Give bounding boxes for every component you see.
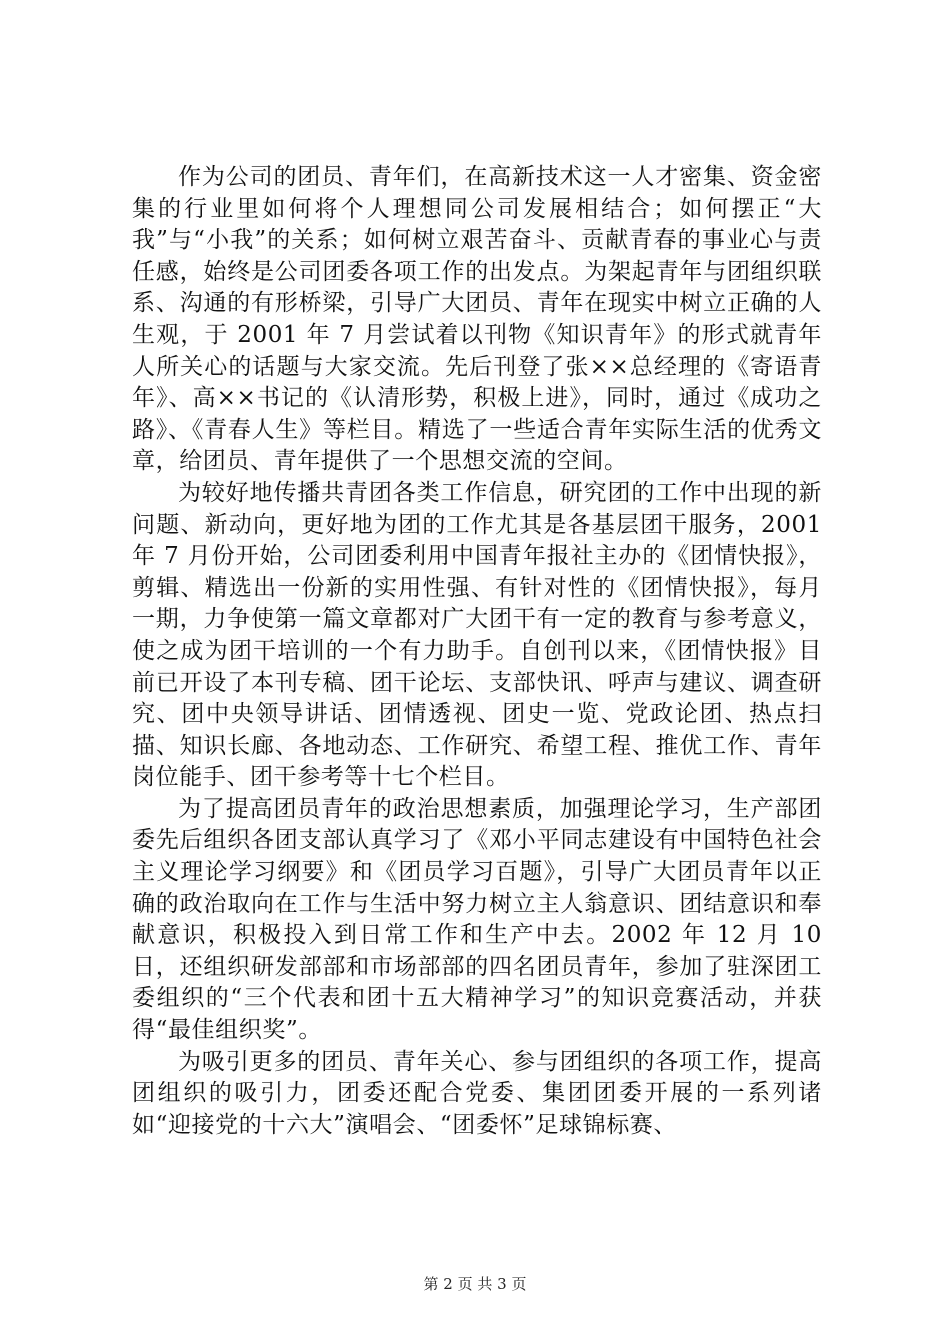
paragraph-1: 作为公司的团员、青年们，在高新技术这一人才密集、资金密集的行业里如何将个人理想同公司发展相结合；如何摆正“大我”与“小我”的关系；如何树立艰苦奋斗、贡献青春的事业心与责任感，始终是公司团委各项工作的出发点。为架起青年与团组织联系、沟通的有形桥梁，引导广大团员、青年在现实中树立正确的人生观，于 2001 年 7 月尝试着以刊物《知识青年》的形式就青年人所关心的话题与大家交流。先后刊登了张××总经理的《寄语青年》、高××书记的《认清形势，积极上进》，同时，通过《成功之路》、《青春人生》等栏目。精选了一些适合青年实际生活的优秀文章，给团员、青年提供了一个思想交流的空间。 <box>132 164 822 475</box>
paragraph-2: 为较好地传播共青团各类工作信息，研究团的工作中出现的新问题、新动向，更好地为团的工作尤其是各基层团干服务，2001 年 7 月份开始，公司团委利用中国青年报社主办的《团情快报》，剪辑、精选出一份新的实用性强、有针对性的《团情快报》，每月一期，力争使第一篇文章都对广大团干有一定的教育与参考意义，使之成为团干培训的一个有力助手。自创刊以来，《团情快报》目前已开设了本刊专稿、团干论坛、支部快讯、呼声与建议、调查研究、团中央领导讲话、团情透视、团史一览、党政论团、热点扫描、知识长廊、各地动态、工作研究、希望工程、推优工作、青年岗位能手、团干参考等十七个栏目。 <box>132 479 822 791</box>
page-number-footer: 第 2 页 共 3 页 <box>423 1275 527 1293</box>
paragraph-3: 为了提高团员青年的政治思想素质，加强理论学习，生产部团委先后组织各团支部认真学习了《邓小平同志建设有中国特色社会主义理论学习纲要》和《团员学习百题》，引导广大团员青年以正确的政治取向在工作与生活中努力树立主人翁意识、团结意识和奉献意识，积极投入到日常工作和生产中去。2002 年 12 月 10 日，还组织研发部部和市场部部的四名团员青年，参加了驻深团工委组织的“三个代表和团十五大精神学习”的知识竞赛活动，并获得“最佳组织奖”。 <box>132 795 822 1044</box>
paragraph-4: 为吸引更多的团员、青年关心、参与团组织的各项工作，提高团组织的吸引力，团委还配合党委、集团团委开展的一系列诸如“迎接党的十六大”演唱会、“团委怀”足球锦标赛、 <box>132 1048 822 1138</box>
body-text <box>132 162 822 1141</box>
